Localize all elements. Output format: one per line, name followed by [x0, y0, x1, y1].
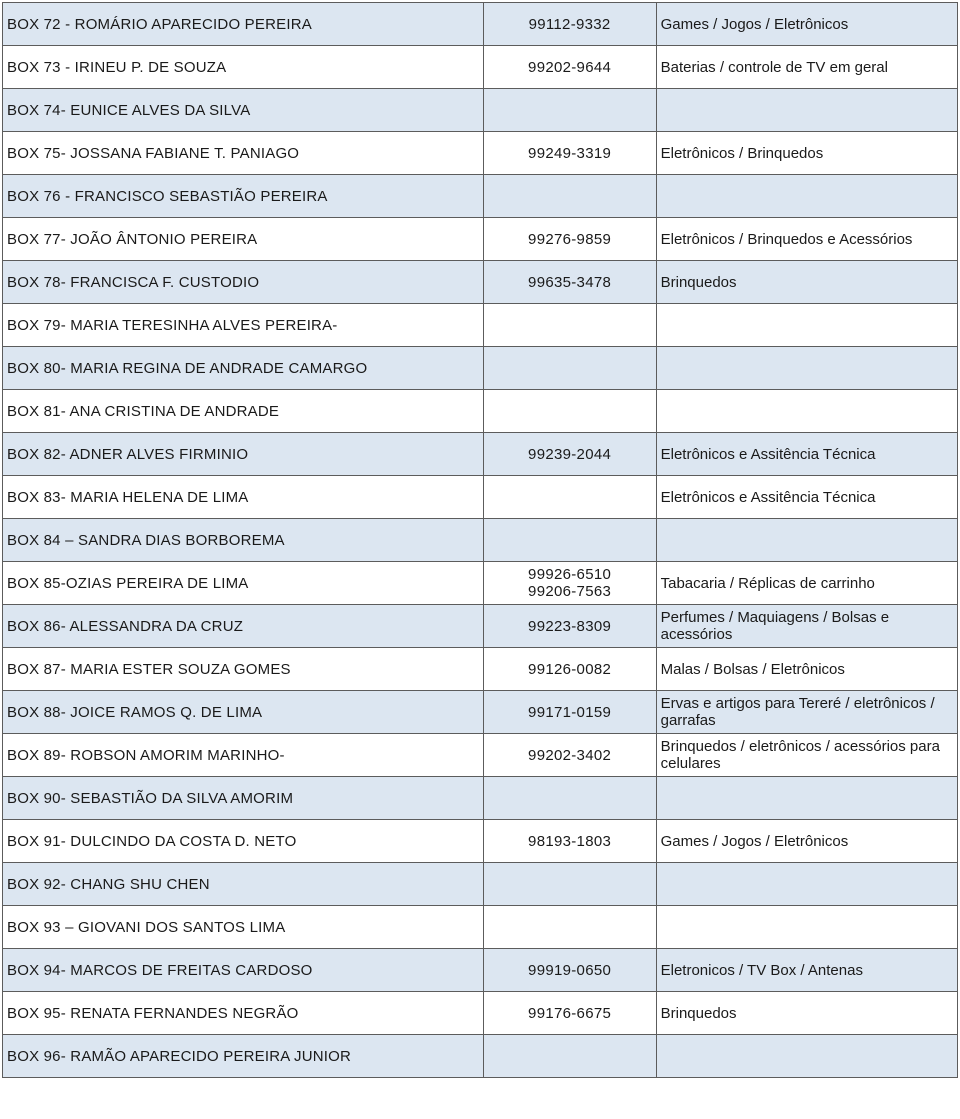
box-name-cell: BOX 94- MARCOS DE FREITAS CARDOSO	[3, 949, 484, 992]
phone-number: 99112-9332	[528, 15, 611, 33]
table-row	[3, 476, 958, 519]
box-name-cell: BOX 79- MARIA TERESINHA ALVES PEREIRA-	[3, 304, 484, 347]
phone-cell	[483, 605, 656, 648]
category-cell: Eletrônicos e Assitência Técnica	[656, 433, 957, 476]
category-cell: Tabacaria / Réplicas de carrinho	[656, 562, 957, 605]
box-name-cell: BOX 91- DULCINDO DA COSTA D. NETO	[3, 820, 484, 863]
table-row	[3, 89, 958, 132]
category-cell: Baterias / controle de TV em geral	[656, 46, 957, 89]
box-name-cell: BOX 72 - ROMÁRIO APARECIDO PEREIRA	[3, 3, 484, 46]
category-cell: Games / Jogos / Eletrônicos	[656, 3, 957, 46]
category-cell: Perfumes / Maquiagens / Bolsas e acessórios	[656, 605, 957, 648]
phone-cell	[483, 433, 656, 476]
table-row	[3, 863, 958, 906]
phone-cell	[483, 992, 656, 1035]
category-cell	[656, 1035, 957, 1078]
box-name-cell: BOX 85-OZIAS PEREIRA DE LIMA	[3, 562, 484, 605]
category-cell: Malas / Bolsas / Eletrônicos	[656, 648, 957, 691]
table-row	[3, 132, 958, 175]
table-row	[3, 734, 958, 777]
category-cell: Games / Jogos / Eletrônicos	[656, 820, 957, 863]
phone-cell	[483, 691, 656, 734]
table-row	[3, 648, 958, 691]
phone-number: 99171-0159	[528, 703, 612, 721]
phone-number: 98193-1803	[528, 832, 612, 850]
category-cell: Brinquedos	[656, 992, 957, 1035]
table-row	[3, 562, 958, 605]
box-name-cell: BOX 74- EUNICE ALVES DA SILVA	[3, 89, 484, 132]
phone-cell	[483, 218, 656, 261]
table-row	[3, 390, 958, 433]
table-row	[3, 691, 958, 734]
phone-number: 99202-3402	[528, 746, 612, 764]
box-name-cell: BOX 73 - IRINEU P. DE SOUZA	[3, 46, 484, 89]
box-name-cell: BOX 96- RAMÃO APARECIDO PEREIRA JUNIOR	[3, 1035, 484, 1078]
box-name-cell: BOX 81- ANA CRISTINA DE ANDRADE	[3, 390, 484, 433]
category-cell	[656, 304, 957, 347]
table-row	[3, 3, 958, 46]
phone-number: 99239-2044	[528, 445, 612, 463]
table-row	[3, 46, 958, 89]
phone-number: 99176-6675	[528, 1004, 612, 1022]
category-cell	[656, 347, 957, 390]
phone-cell	[483, 562, 656, 605]
box-name-cell: BOX 80- MARIA REGINA DE ANDRADE CAMARGO	[3, 347, 484, 390]
phone-number: 99635-3478	[528, 273, 612, 291]
box-name-cell: BOX 77- JOÃO ÂNTONIO PEREIRA	[3, 218, 484, 261]
phone-number: 99926-6510	[528, 566, 612, 583]
category-cell: Eletrônicos e Assitência Técnica	[656, 476, 957, 519]
phone-cell	[483, 46, 656, 89]
box-name-cell: BOX 86- ALESSANDRA DA CRUZ	[3, 605, 484, 648]
phone-cell	[483, 648, 656, 691]
category-cell: Eletrônicos / Brinquedos	[656, 132, 957, 175]
table-row	[3, 433, 958, 476]
phone-cell	[483, 863, 656, 906]
category-cell	[656, 906, 957, 949]
box-directory-table	[2, 2, 958, 1078]
phone-cell	[483, 390, 656, 433]
phone-cell	[483, 132, 656, 175]
table-row	[3, 261, 958, 304]
phone-number: 99223-8309	[528, 617, 612, 635]
category-cell: Eletronicos / TV Box / Antenas	[656, 949, 957, 992]
phone-cell	[483, 347, 656, 390]
phone-cell	[483, 820, 656, 863]
table-row	[3, 992, 958, 1035]
phone-cell	[483, 476, 656, 519]
box-name-cell: BOX 92- CHANG SHU CHEN	[3, 863, 484, 906]
phone-cell	[483, 906, 656, 949]
phone-cell	[483, 1035, 656, 1078]
table-row	[3, 906, 958, 949]
phone-cell	[483, 519, 656, 562]
table-row	[3, 820, 958, 863]
box-name-cell: BOX 78- FRANCISCA F. CUSTODIO	[3, 261, 484, 304]
phone-cell	[483, 777, 656, 820]
table-row	[3, 777, 958, 820]
phone-cell	[483, 175, 656, 218]
box-name-cell: BOX 87- MARIA ESTER SOUZA GOMES	[3, 648, 484, 691]
table-row	[3, 519, 958, 562]
table-row	[3, 347, 958, 390]
phone-cell	[483, 3, 656, 46]
category-cell	[656, 390, 957, 433]
phone-number: 99276-9859	[528, 230, 612, 248]
phone-cell	[483, 734, 656, 777]
table-row	[3, 218, 958, 261]
category-cell	[656, 777, 957, 820]
table-row	[3, 605, 958, 648]
category-cell	[656, 89, 957, 132]
box-name-cell: BOX 75- JOSSANA FABIANE T. PANIAGO	[3, 132, 484, 175]
box-name-cell: BOX 83- MARIA HELENA DE LIMA	[3, 476, 484, 519]
phone-number: 99206-7563	[528, 583, 612, 600]
box-name-cell: BOX 95- RENATA FERNANDES NEGRÃO	[3, 992, 484, 1035]
box-name-cell: BOX 90- SEBASTIÃO DA SILVA AMORIM	[3, 777, 484, 820]
phone-number: 99202-9644	[528, 58, 612, 76]
box-name-cell: BOX 93 – GIOVANI DOS SANTOS LIMA	[3, 906, 484, 949]
category-cell: Eletrônicos / Brinquedos e Acessórios	[656, 218, 957, 261]
category-cell	[656, 519, 957, 562]
category-cell	[656, 175, 957, 218]
phone-cell	[483, 949, 656, 992]
category-cell: Brinquedos / eletrônicos / acessórios para celulares	[656, 734, 957, 777]
box-name-cell: BOX 89- ROBSON AMORIM MARINHO-	[3, 734, 484, 777]
box-name-cell: BOX 84 – SANDRA DIAS BORBOREMA	[3, 519, 484, 562]
category-cell	[656, 863, 957, 906]
table-row	[3, 175, 958, 218]
category-cell: Brinquedos	[656, 261, 957, 304]
phone-cell	[483, 304, 656, 347]
table-row	[3, 1035, 958, 1078]
table-row	[3, 304, 958, 347]
category-cell: Ervas e artigos para Tereré / eletrônicos / garrafas	[656, 691, 957, 734]
phone-number: 99126-0082	[528, 660, 612, 678]
phone-number: 99919-0650	[528, 961, 612, 979]
phone-cell	[483, 89, 656, 132]
phone-number: 99249-3319	[528, 144, 612, 162]
table-row	[3, 949, 958, 992]
box-name-cell: BOX 88- JOICE RAMOS Q. DE LIMA	[3, 691, 484, 734]
box-name-cell: BOX 76 - FRANCISCO SEBASTIÃO PEREIRA	[3, 175, 484, 218]
box-name-cell: BOX 82- ADNER ALVES FIRMINIO	[3, 433, 484, 476]
phone-cell	[483, 261, 656, 304]
table-body	[3, 3, 958, 1078]
